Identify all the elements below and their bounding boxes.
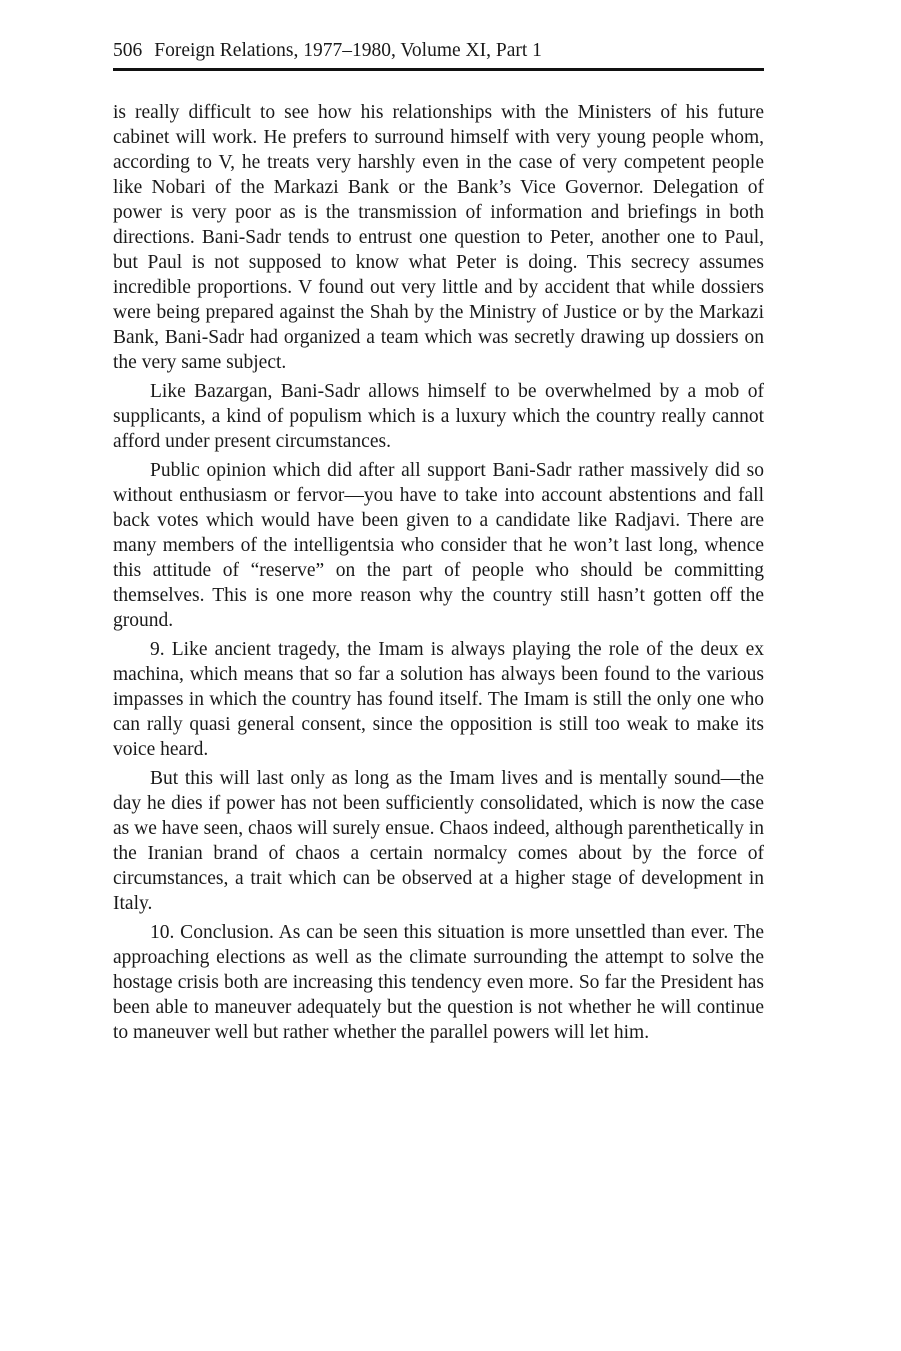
paragraph-continued: is really difficult to see how his relationships with the Ministers of his future cabinet will work. He prefers to surround himself with very young people whom, according to V, he treats very harshly even in the case of very competent people like Nobari of the Markazi Bank or the Bank’s Vice Governor. Delegation of power is very poor as is the transmission of information and briefings in both directions. Bani-Sadr tends to entrust one question to Peter, another one to Paul, but Paul is not supposed to know what Peter is doing. This secrecy assumes incredible proportions. V found out very little and by accident that while dossiers were being prepared against the Shah by the Ministry of Justice or by the Markazi Bank, Bani-Sadr had organized a team which was secretly drawing up dossiers on the very same subject. xyxy=(113,102,764,373)
page-number: 506 xyxy=(113,40,143,61)
running-title: Foreign Relations, 1977–1980, Volume XI, Part 1 xyxy=(154,40,542,61)
paragraph-9-imam: 9. Like ancient tragedy, the Imam is always playing the role of the deux ex machina, which means that so far a solution has always been found to the various impasses in which the country has found itself. The Imam is still the only one who can rally quasi general consent, since the opposition is still too weak to make its voice heard. xyxy=(113,639,764,760)
paragraph-imam-lives: But this will last only as long as the Imam lives and is mentally sound—the day he dies if power has not been sufficiently consolidated, which is now the case as we have seen, chaos will surely ensue. Chaos indeed, although parenthetically in the Iranian brand of chaos a certain normalcy comes about by the force of circumstances, a trait which can be observed at a higher stage of development in Italy. xyxy=(113,768,764,914)
running-head xyxy=(113,38,764,71)
document-body xyxy=(113,100,764,1049)
paragraph-bazargan: Like Bazargan, Bani-Sadr allows himself to be overwhelmed by a mob of supplicants, a kind of populism which is a luxury which the country really cannot afford under present circumstances. xyxy=(113,381,764,452)
paragraph-10-conclusion: 10. Conclusion. As can be seen this situation is more unsettled than ever. The approaching elections as well as the climate surrounding the attempt to solve the hostage crisis both are increasing this tendency even more. So far the President has been able to maneuver adequately but the question is not whether he will continue to maneuver well but rather whether the parallel powers will let him. xyxy=(113,922,764,1043)
paragraph-public-opinion: Public opinion which did after all support Bani-Sadr rather massively did so without enthusiasm or fervor—you have to take into account abstentions and fall back votes which would have been given to a candidate like Radjavi. There are many members of the intelligentsia who consider that he won’t last long, whence this attitude of “reserve” on the part of people who should be committing themselves. This is one more reason why the country still hasn’t gotten off the ground. xyxy=(113,460,764,631)
